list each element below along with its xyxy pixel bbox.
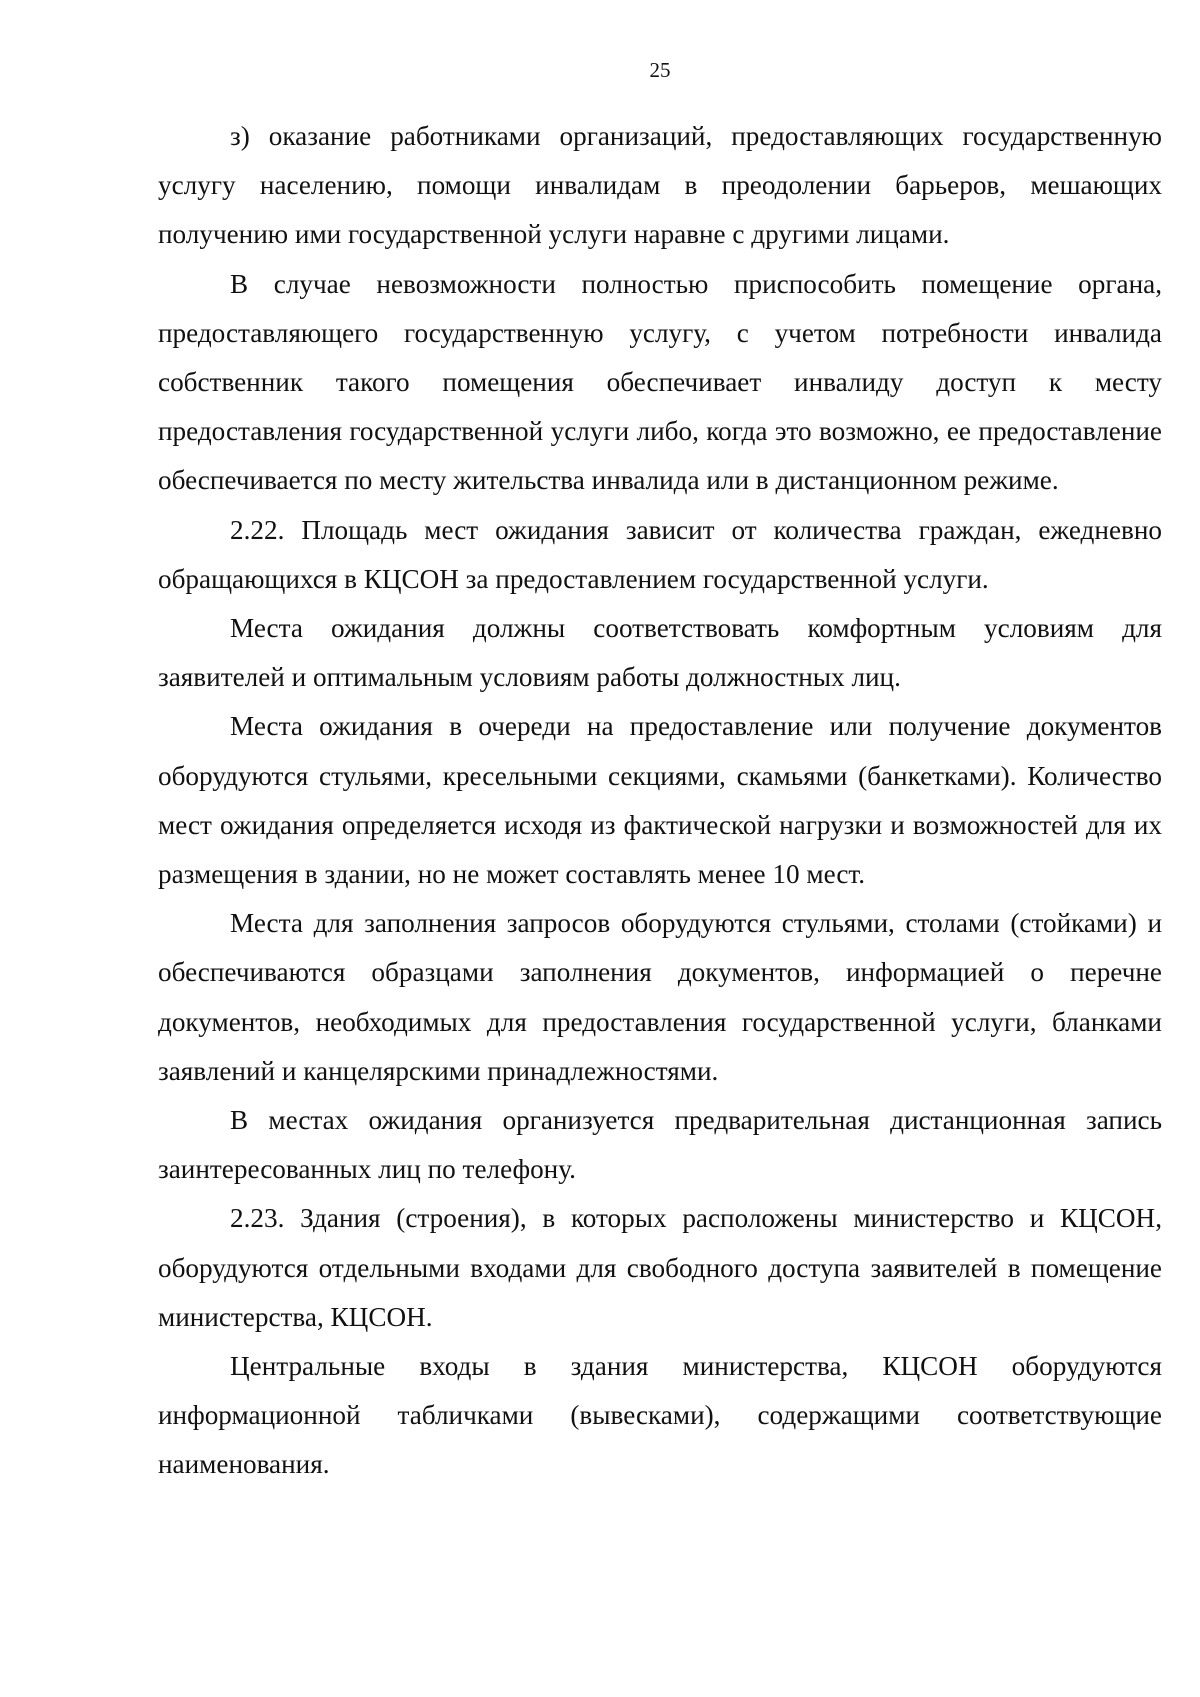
paragraph-2-23-building-entrances: 2.23. Здания (строения), в которых расположены министерство и КЦСОН, оборудуются отдельными входами для свободного доступа заявителей в помещение министерства, КЦСОН. [158,1203,1162,1332]
paragraph-central-entrance-signs: Центральные входы в здания министерства, КЦСОН оборудуются информационной табличками (вывесками), содержащими соответствующие наименования. [158,1351,1162,1480]
paragraph-waiting-comfort: Места ожидания должны соответствовать комфортным условиям для заявителей и оптимальным условиям работы должностных лиц. [158,613,1162,693]
paragraph-disabled-access: В случае невозможности полностью приспособить помещение органа, предоставляющего государственную услугу, с учетом потребности инвалида собственник такого помещения обеспечивает инвалиду доступ к месту предоставления государственной услуги либо, когда это возможно, ее предоставление обеспечивается по месту жительства инвалида или в дистанционном режиме. [158,268,1162,496]
paragraph-request-filling-places: Места для заполнения запросов оборудуются стульями, столами (стойками) и обеспечиваются образцами заполнения документов, информацией о перечне документов, необходимых для предоставления государственной услуги, бланками заявлений и канцелярскими принадлежностями. [158,908,1162,1086]
paragraph-phone-registration: В местах ожидания организуется предварительная дистанционная запись заинтересованных лиц по телефону. [158,1105,1162,1185]
paragraph-2-22-waiting-area: 2.22. Площадь мест ожидания зависит от количества граждан, ежедневно обращающихся в КЦСОН за предоставлением государственной услуги. [158,514,1162,594]
paragraph-waiting-seating: Места ожидания в очереди на предоставление или получение документов оборудуются стульями, кресельными секциями, скамьями (банкетками). Количество мест ожидания определяется исходя из фактической нагрузки и возможностей для их размещения в здании, но не может составлять менее 10 мест. [158,711,1162,890]
document-body [158,112,1162,1490]
page-number: 25 [649,58,671,82]
paragraph-accessibility-assistance: з) оказание работниками организаций, предоставляющих государственную услугу населению, помощи инвалидам в преодолении барьеров, мешающих получению ими государственной услуги наравне с другими лицами. [158,121,1162,250]
